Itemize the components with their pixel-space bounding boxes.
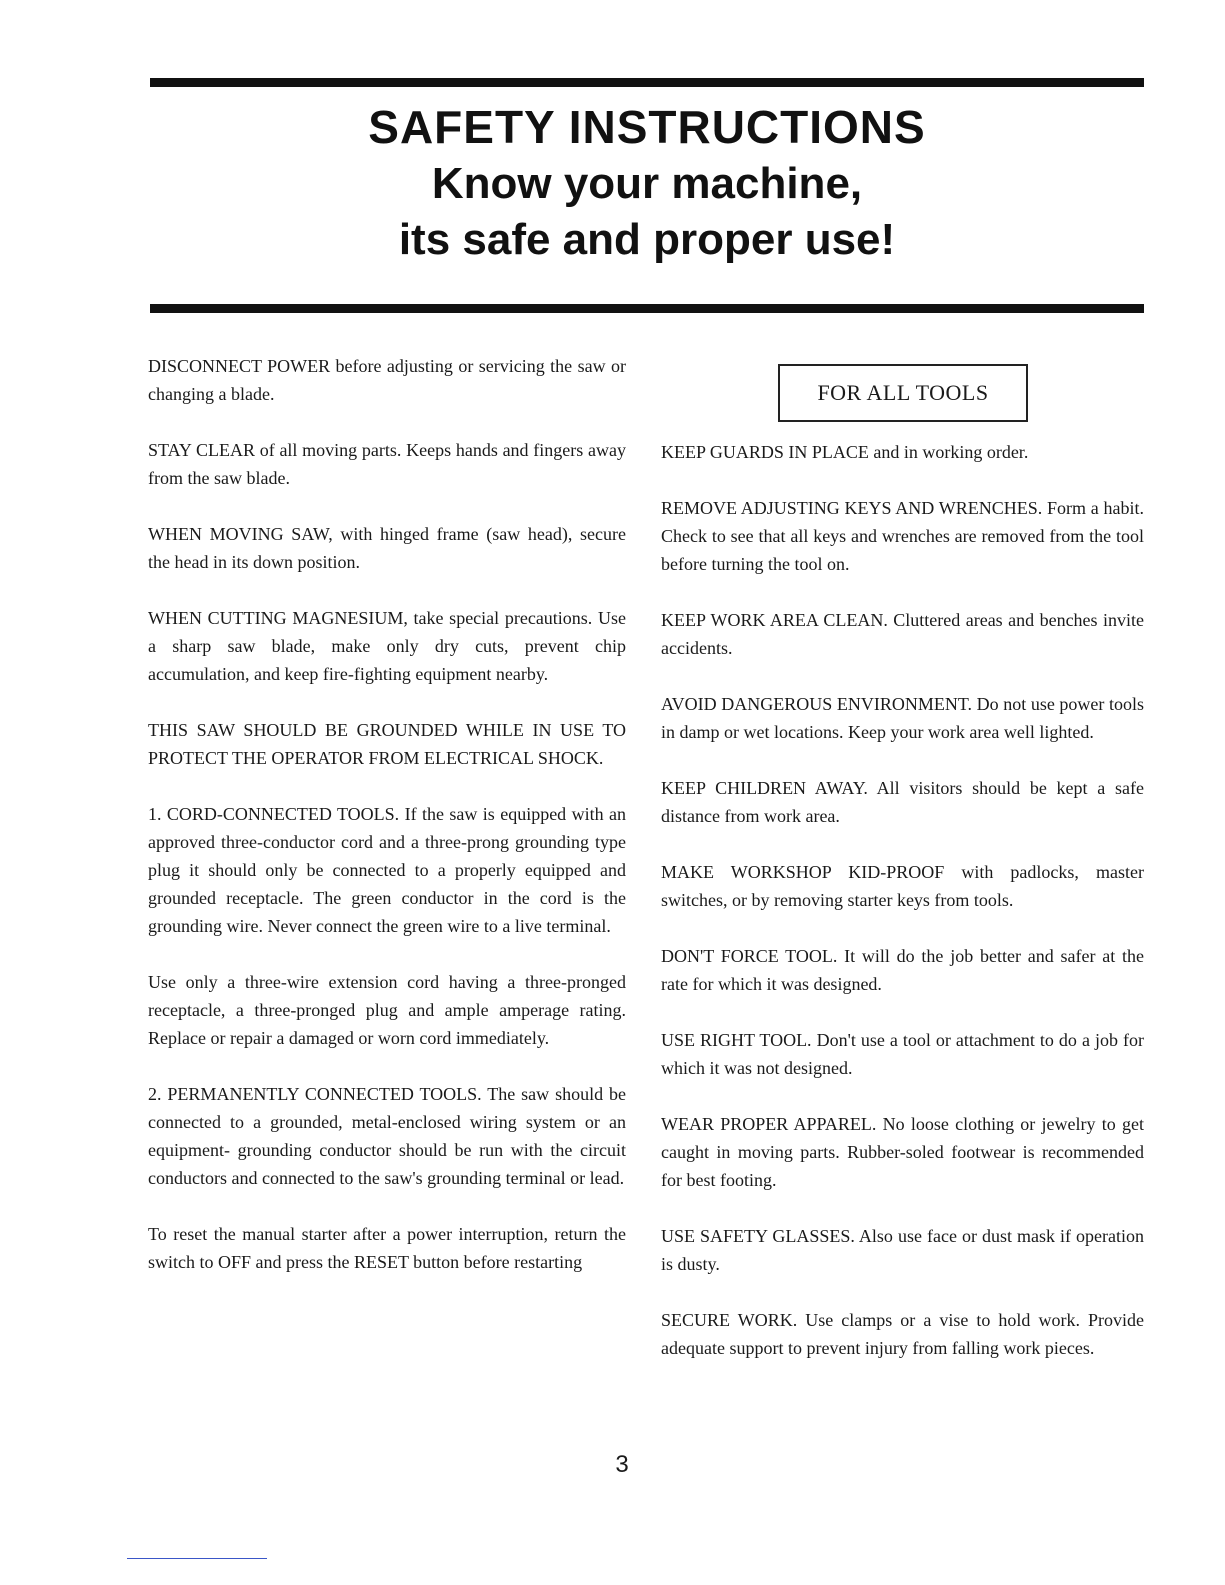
page-header <box>150 98 1144 268</box>
paragraph-kid-proof: MAKE WORKSHOP KID-PROOF with padlocks, master switches, or by removing starter keys from tools. <box>661 862 1144 910</box>
paragraph-reset-starter: To reset the manual starter after a power interruption, return the switch to OFF and press the RESET button before restarting <box>148 1224 626 1272</box>
paragraph-dangerous-environment: AVOID DANGEROUS ENVIRONMENT. Do not use power tools in damp or wet locations. Keep your work area well lighted. <box>661 694 1144 742</box>
bottom-rule <box>150 304 1144 313</box>
paragraph-extension-cord: Use only a three-wire extension cord having a three-pronged receptacle, a three-pronged plug and ample amperage rating. Replace or repair a damaged or worn cord immediately. <box>148 972 626 1048</box>
right-column <box>661 438 1144 1390</box>
page-number: 3 <box>615 1451 629 1478</box>
paragraph-proper-apparel: WEAR PROPER APPAREL. No loose clothing or jewelry to get caught in moving parts. Rubber-soled footwear is recommended for best footing. <box>661 1114 1144 1190</box>
paragraph-cutting-magnesium: WHEN CUTTING MAGNESIUM, take special precautions. Use a sharp saw blade, make only dry cuts, prevent chip accumulation, and keep fire-fighting equipment nearby. <box>148 608 626 684</box>
paragraph-children-away: KEEP CHILDREN AWAY. All visitors should be kept a safe distance from work area. <box>661 778 1144 826</box>
paragraph-right-tool: USE RIGHT TOOL. Don't use a tool or attachment to do a job for which it was not designed. <box>661 1030 1144 1078</box>
paragraph-grounded: THIS SAW SHOULD BE GROUNDED WHILE IN USE TO PROTECT THE OPERATOR FROM ELECTRICAL SHOCK. <box>148 720 626 768</box>
page-title: SAFETY INSTRUCTIONS <box>368 101 926 153</box>
footer-rule <box>127 1558 267 1559</box>
paragraph-stay-clear: STAY CLEAR of all moving parts. Keeps hands and fingers away from the saw blade. <box>148 440 626 488</box>
top-rule <box>150 78 1144 87</box>
left-column <box>148 352 626 1304</box>
paragraph-keep-guards: KEEP GUARDS IN PLACE and in working order. <box>661 442 1029 462</box>
paragraph-force-tool: DON'T FORCE TOOL. It will do the job better and safer at the rate for which it was designed. <box>661 946 1144 994</box>
paragraph-moving-saw: WHEN MOVING SAW, with hinged frame (saw head), secure the head in its down position. <box>148 524 626 572</box>
for-all-tools-box: FOR ALL TOOLS <box>778 364 1028 422</box>
paragraph-secure-work: SECURE WORK. Use clamps or a vise to hold work. Provide adequate support to prevent injury from falling work pieces. <box>661 1310 1144 1358</box>
paragraph-safety-glasses: USE SAFETY GLASSES. Also use face or dust mask if operation is dusty. <box>661 1226 1144 1274</box>
paragraph-disconnect-power: DISCONNECT POWER before adjusting or servicing the saw or changing a blade. <box>148 356 626 404</box>
page-subtitle-line-2: its safe and proper use! <box>398 215 896 264</box>
page-subtitle-line-1: Know your machine, <box>431 159 863 208</box>
paragraph-remove-keys: REMOVE ADJUSTING KEYS AND WRENCHES. Form a habit. Check to see that all keys and wrenches are removed from the tool before turning the tool on. <box>661 498 1144 574</box>
paragraph-permanently-connected: 2. PERMANENTLY CONNECTED TOOLS. The saw should be connected to a grounded, metal-enclosed wiring system or an equipment- grounding conductor should be run with the circuit conductors and connected to the saw's grounding terminal or lead. <box>148 1084 626 1188</box>
paragraph-work-area-clean: KEEP WORK AREA CLEAN. Cluttered areas and benches invite accidents. <box>661 610 1144 658</box>
paragraph-cord-connected: 1. CORD-CONNECTED TOOLS. If the saw is equipped with an approved three-conductor cord and a three-prong grounding type plug it should only be connected to a properly equipped and grounded receptacle. The green conductor in the cord is the grounding wire. Never connect the green wire to a live terminal. <box>148 804 626 936</box>
